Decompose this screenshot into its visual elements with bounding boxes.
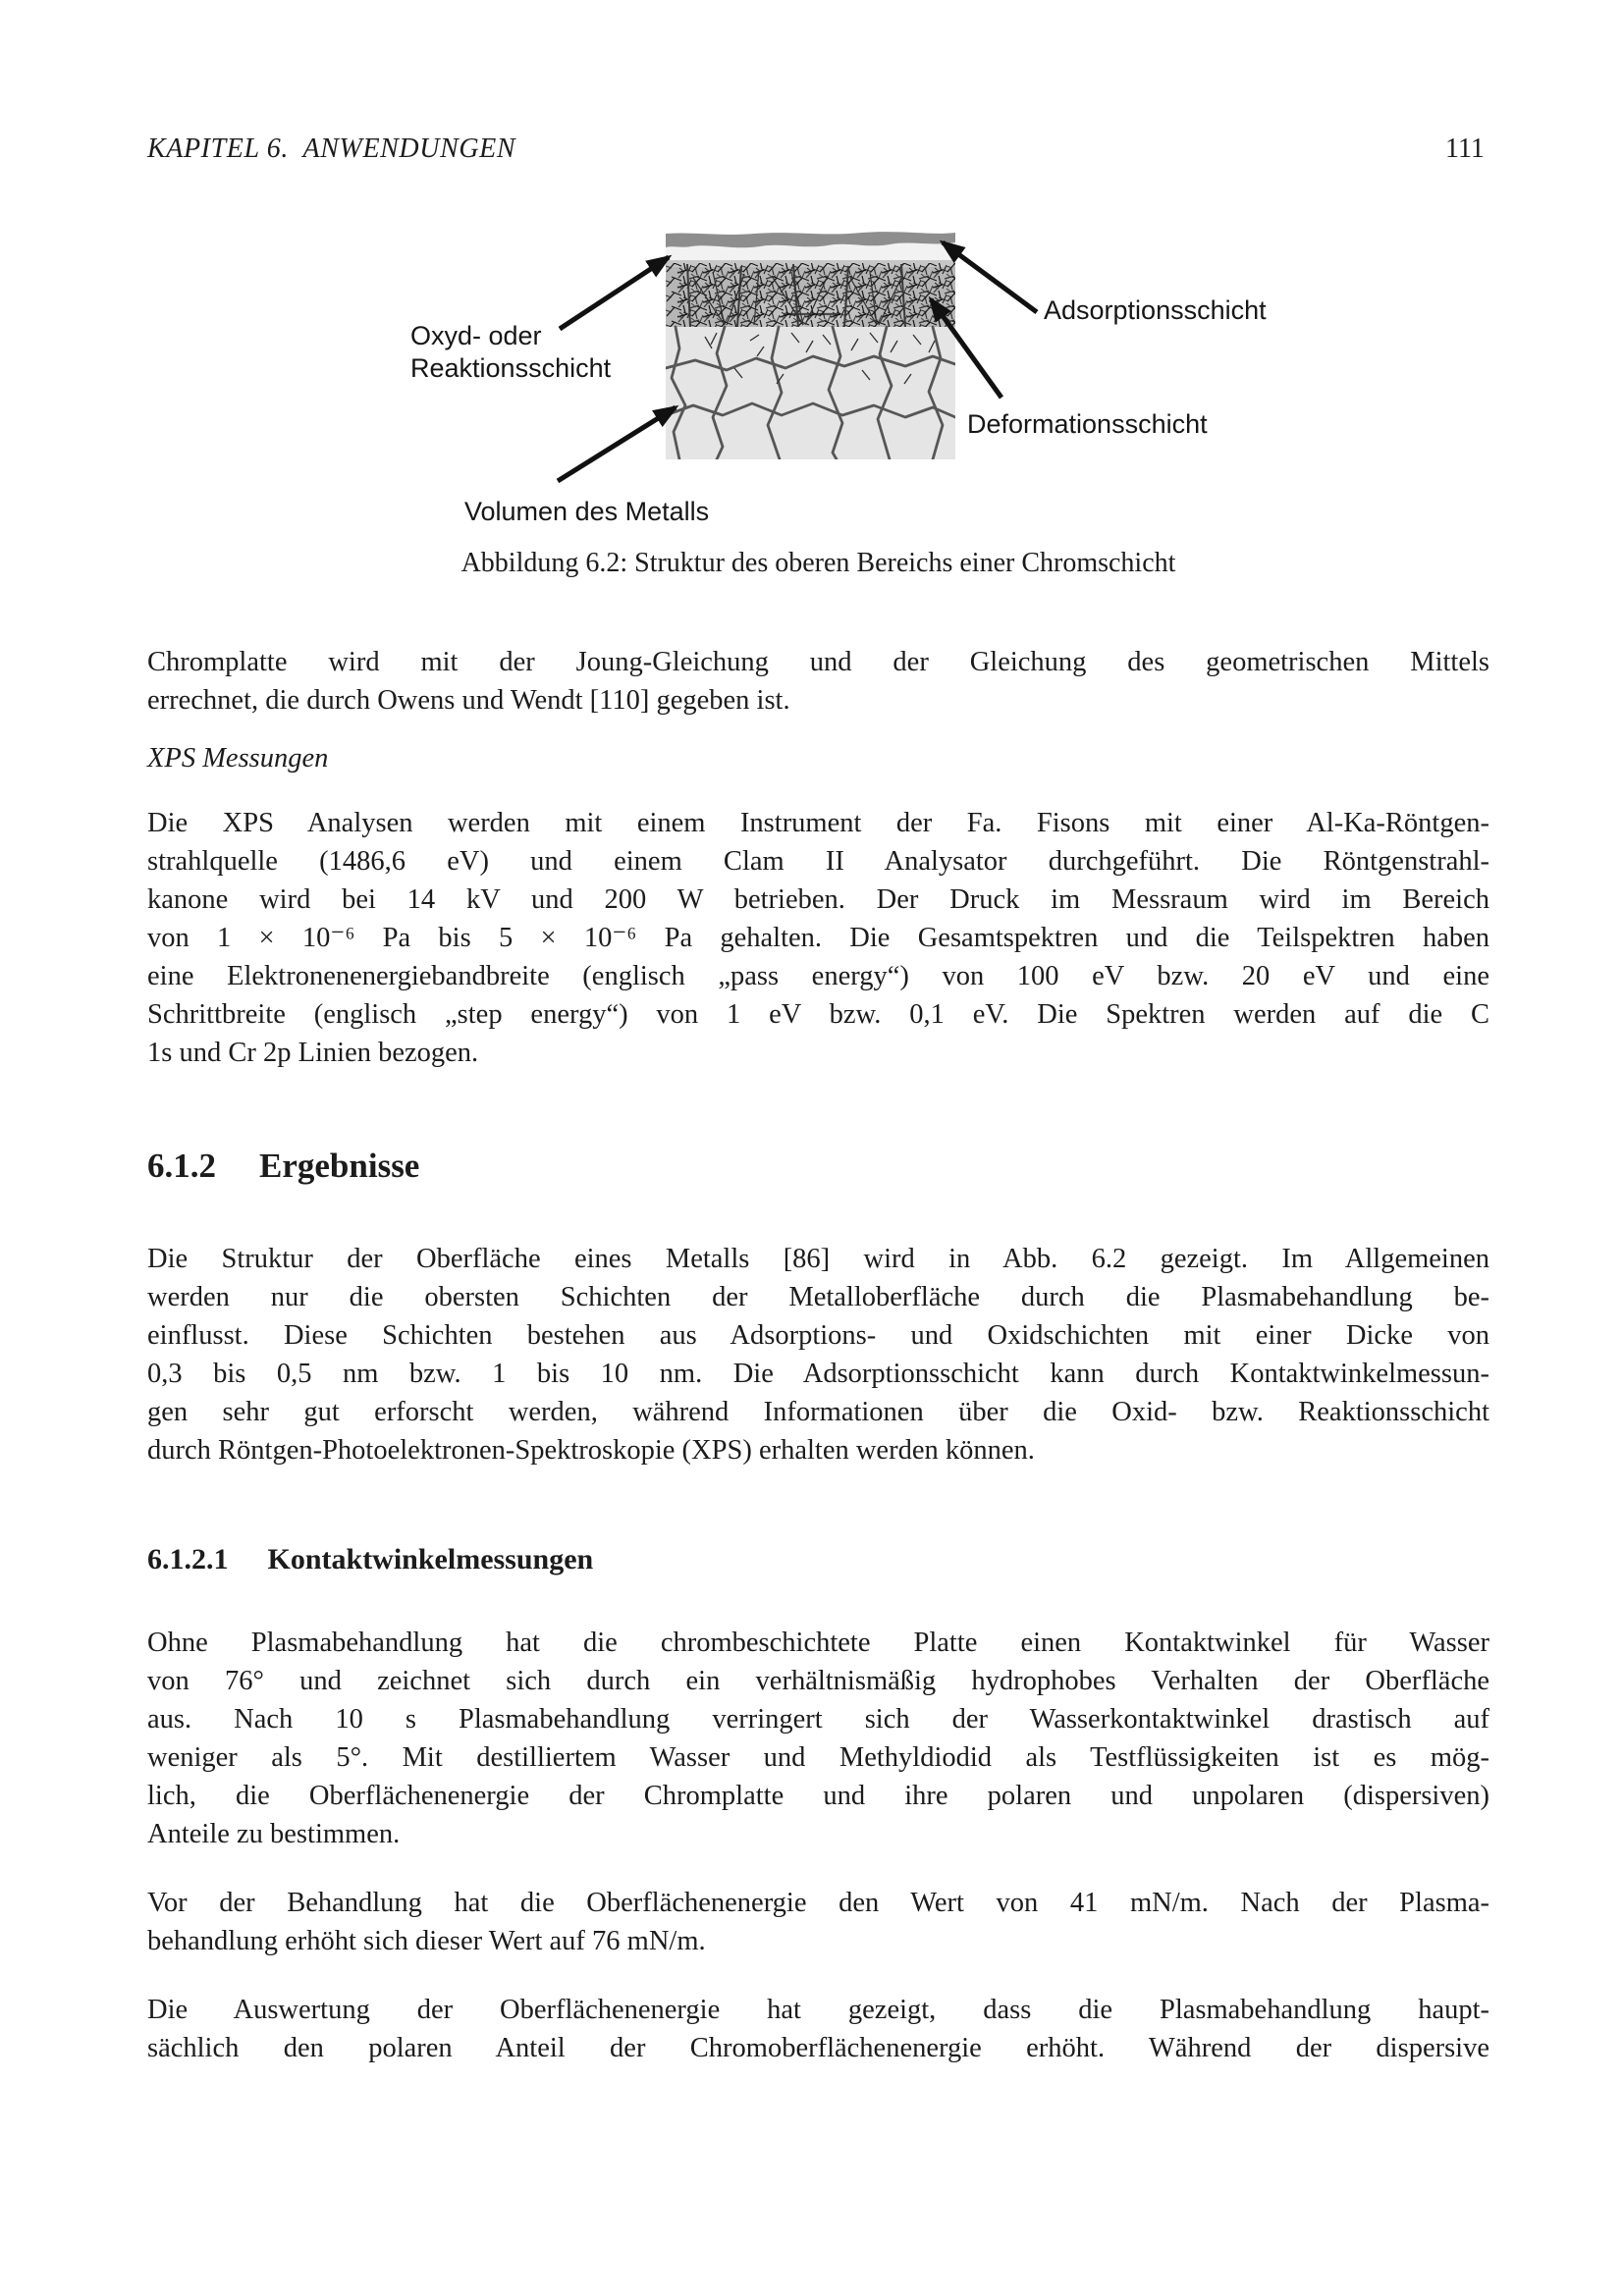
running-head: KAPITEL 6. ANWENDUNGEN bbox=[147, 133, 516, 164]
page-number: 111 bbox=[1445, 133, 1485, 164]
label-metal-volume: Volumen des Metalls bbox=[464, 497, 710, 526]
label-oxide-line2: Reaktionsschicht bbox=[410, 353, 612, 383]
chromium-layer-illustration bbox=[666, 231, 955, 459]
label-deformation-layer: Deformationsschicht bbox=[967, 409, 1208, 439]
subsection-xps-messungen: XPS Messungen bbox=[147, 743, 329, 774]
label-oxide-reaction-layer bbox=[410, 320, 611, 385]
subsection-heading-kontaktwinkelmessungen bbox=[147, 1543, 593, 1576]
label-oxide-line1: Oxyd- oder bbox=[410, 321, 542, 350]
paragraph-xps-analysen: Die XPS Analysen werden mit einem Instrument der Fa. Fisons mit einer Al-Ka-Röntgen- strahlquelle (1486,6 eV) und einem Clam II Analysator durchgeführt. Die Röntgenstrahl- kanone wird bei 14 kV und 200 W betrieben. Der Druck im Messraum wird im Bereich von 1 × 10⁻⁶ Pa bis 5 × 10⁻⁶ Pa gehalten. Die Gesamtspektren und die Teilspektren haben eine Elektronenenergiebandbreite (englisch „pass energy“) von 100 eV bzw. 20 eV und eine Schrittbreite (englisch „step energy“) von 1 eV bzw. 0,1 eV. Die Spektren werden auf die C 1s und Cr 2p Linien bezogen. bbox=[147, 808, 1489, 1068]
arrow-to-oxide-layer bbox=[560, 257, 669, 329]
paragraph-struktur-oberflaeche: Die Struktur der Oberfläche eines Metalls [86] wird in Abb. 6.2 gezeigt. Im Allgemeinen werden nur die obersten Schichten der Metalloberfläche durch die Plasmabehandlung be- einflusst. Diese Schichten bestehen aus Adsorptions- und Oxidschichten mit einer Dicke von 0,3 bis 0,5 nm bzw. 1 bis 10 nm. Die Adsorptionsschicht kann durch Kontaktwinkelmessun- gen sehr gut erforscht werden, während Informationen über die Oxid- bzw. Reaktionsschicht durch Röntgen-Photoelektronen-Spektroskopie (XPS) erhalten werden können. bbox=[147, 1244, 1489, 1466]
metal-volume bbox=[666, 327, 955, 459]
arrow-to-adsorption-layer bbox=[943, 242, 1037, 312]
figure-caption: Abbildung 6.2: Struktur des oberen Bereichs einer Chromschicht bbox=[460, 548, 1176, 578]
section-heading-ergebnisse bbox=[147, 1147, 419, 1186]
subsection-number: 6.1.2.1 bbox=[147, 1543, 229, 1575]
section-number: 6.1.2 bbox=[147, 1147, 216, 1185]
section-title: Ergebnisse bbox=[259, 1147, 420, 1185]
paragraph-auswertung: Die Auswertung der Oberflächenenergie hat gezeigt, dass die Plasmabehandlung haupt- sächlich den polaren Anteil der Chromoberflächenenergie erhöht. Während der dispersive bbox=[147, 1995, 1489, 2063]
arrow-to-metal-volume bbox=[558, 407, 676, 481]
paragraph-chromplatte: Chromplatte wird mit der Joung-Gleichung und der Gleichung des geometrischen Mittels errechnet, die durch Owens und Wendt [110] gegeben ist. bbox=[147, 647, 1489, 716]
paragraph-oberflaechenenergie: Vor der Behandlung hat die Oberflächenenergie den Wert von 41 mN/m. Nach der Plasma- behandlung erhöht sich dieser Wert auf 76 mN/m. bbox=[147, 1888, 1489, 1956]
paragraph-kontaktwinkel: Ohne Plasmabehandlung hat die chrombeschichtete Platte einen Kontaktwinkel für Wasser von 76° und zeichnet sich durch ein verhältnismäßig hydrophobes Verhalten der Oberfläche aus. Nach 10 s Plasmabehandlung verringert sich der Wasserkontaktwinkel drastisch auf weniger als 5°. Mit destilliertem Wasser und Methyldiodid als Testflüssigkeiten ist es mög- lich, die Oberflächenenergie der Chromplatte und ihre polaren und unpolaren (dispersiven) Anteile zu bestimmen. bbox=[147, 1628, 1489, 1849]
label-adsorption-layer: Adsorptionsschicht bbox=[1044, 295, 1267, 325]
subsection-title: Kontaktwinkelmessungen bbox=[267, 1543, 594, 1575]
